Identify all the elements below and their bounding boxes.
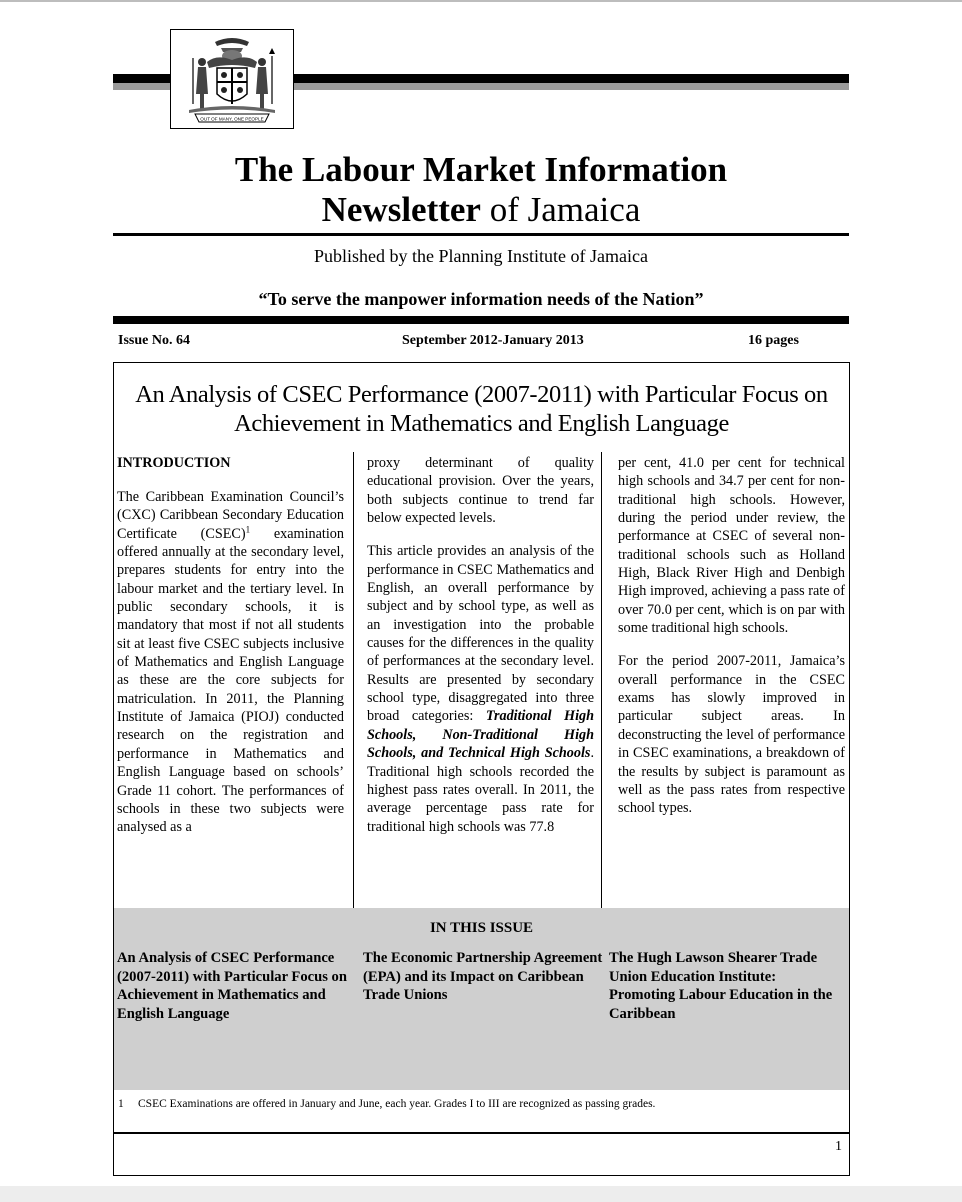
coat-of-arms-icon	[177, 32, 287, 126]
column-divider-2	[601, 452, 602, 908]
newsletter-title: The Labour Market Information	[234, 150, 728, 189]
publisher-line: Published by the Planning Institute of Jamaica	[314, 246, 648, 266]
page-number: 1	[835, 1139, 842, 1154]
in-this-issue-item: The Economic Partnership Agreement (EPA) and its Impact on Caribbean Trade Unions	[363, 950, 603, 1003]
col3-paragraph-2: For the period 2007-2011, Jamaica’s overall performance in the CSEC exams has slowly improved in particular subject areas. In deconstructing the level of performance in CSEC examinations, a breakdown of the results by subject is paramount as well as the pass rates from respective school types.	[618, 653, 845, 817]
in-this-issue-item: An Analysis of CSEC Performance (2007-2011) with Particular Focus on Achievement in Mathematics and English Language	[117, 950, 347, 1022]
intro-text-a: The Caribbean Examination Council’s (CXC) Caribbean Secondary Education Certificate (CSEC)	[117, 489, 344, 542]
intro-paragraph	[117, 488, 344, 837]
article-title: An Analysis of CSEC Performance (2007-2011) with Particular Focus on Achievement in Mathematics and English Language	[135, 381, 828, 437]
newsletter-word: Newsletter	[321, 190, 481, 229]
motto-rule	[113, 316, 849, 324]
intro-heading: INTRODUCTION	[117, 455, 231, 471]
col2-text-b: . Traditional high schools recorded the highest pass rates overall. In 2011, the average percentage pass rate for traditional high schools was 77.8	[367, 745, 594, 835]
footnote-ref: 1	[245, 523, 251, 534]
footer-rule	[114, 1132, 849, 1134]
intro-text-b: examination offered annually at the secondary level, prepares students for entry into the labour market and the tertiary level. In public secondary schools, it is mandatory that most if not all students sit at least five CSEC subjects inclusive of Mathematics and English Language as these are the core subjects for matriculation. In 2011, the Planning Institute of Jamaica (PIOJ) conducted research on the registration and performance in Mathematics and English Language based on schools’ Grade 11 cohort. The performances of schools in these two subjects were analysed as a	[117, 525, 344, 836]
footnote	[118, 1096, 838, 1112]
column-divider-1	[353, 452, 354, 908]
footnote-number: 1	[118, 1098, 124, 1110]
article-column-2	[367, 454, 594, 851]
issue-info-row	[118, 333, 838, 353]
article-column-1	[117, 454, 344, 852]
top-edge	[0, 0, 962, 2]
newsletter-subtitle	[113, 190, 849, 230]
col3-paragraph-1: per cent, 41.0 per cent for technical high schools and 34.7 per cent for non-traditional high schools. However, during the period under review, the performance at CSEC of several non-traditional schools such as Holland High, Black River High and Denbigh High improved, achieving a pass rate of over 70.0 per cent, which is on par with some traditional high schools.	[618, 455, 845, 637]
crest-motto: OUT OF MANY, ONE PEOPLE	[200, 116, 264, 122]
title-rule	[113, 233, 849, 236]
col2-paragraph-1: proxy determinant of quality educational provision. Over the years, both subjects continue to trend far below expected levels.	[367, 455, 594, 527]
article-column-3	[618, 454, 845, 833]
coat-of-arms	[170, 29, 294, 129]
page-count: 16 pages	[748, 333, 799, 348]
col2-text-a: This article provides an analysis of the performance in CSEC Mathematics and English, an overall performance by subject and by school type, as well as an investigation into the probable causes for the differences in the quality of performances at the secondary level. Results are presented by secondary school type, disaggregated into three broad categories:	[367, 543, 594, 725]
page-bottom-edge	[0, 1186, 962, 1202]
col2-paragraph-2	[367, 542, 594, 836]
issue-number: Issue No. 64	[118, 333, 190, 348]
in-this-issue-title: IN THIS ISSUE	[429, 920, 534, 936]
of-jamaica: of Jamaica	[480, 190, 641, 229]
footnote-text: CSEC Examinations are offered in January and June, each year. Grades I to III are recognized as passing grades.	[138, 1098, 656, 1110]
issue-date-range: September 2012-January 2013	[402, 333, 584, 348]
school-categories: Traditional High Schools, Non-Traditional High Schools, and Technical High Schools	[367, 708, 594, 762]
motto: “To serve the manpower information needs of the Nation”	[258, 289, 704, 309]
in-this-issue-item: The Hugh Lawson Shearer Trade Union Education Institute: Promoting Labour Education in the Caribbean	[609, 950, 833, 1022]
